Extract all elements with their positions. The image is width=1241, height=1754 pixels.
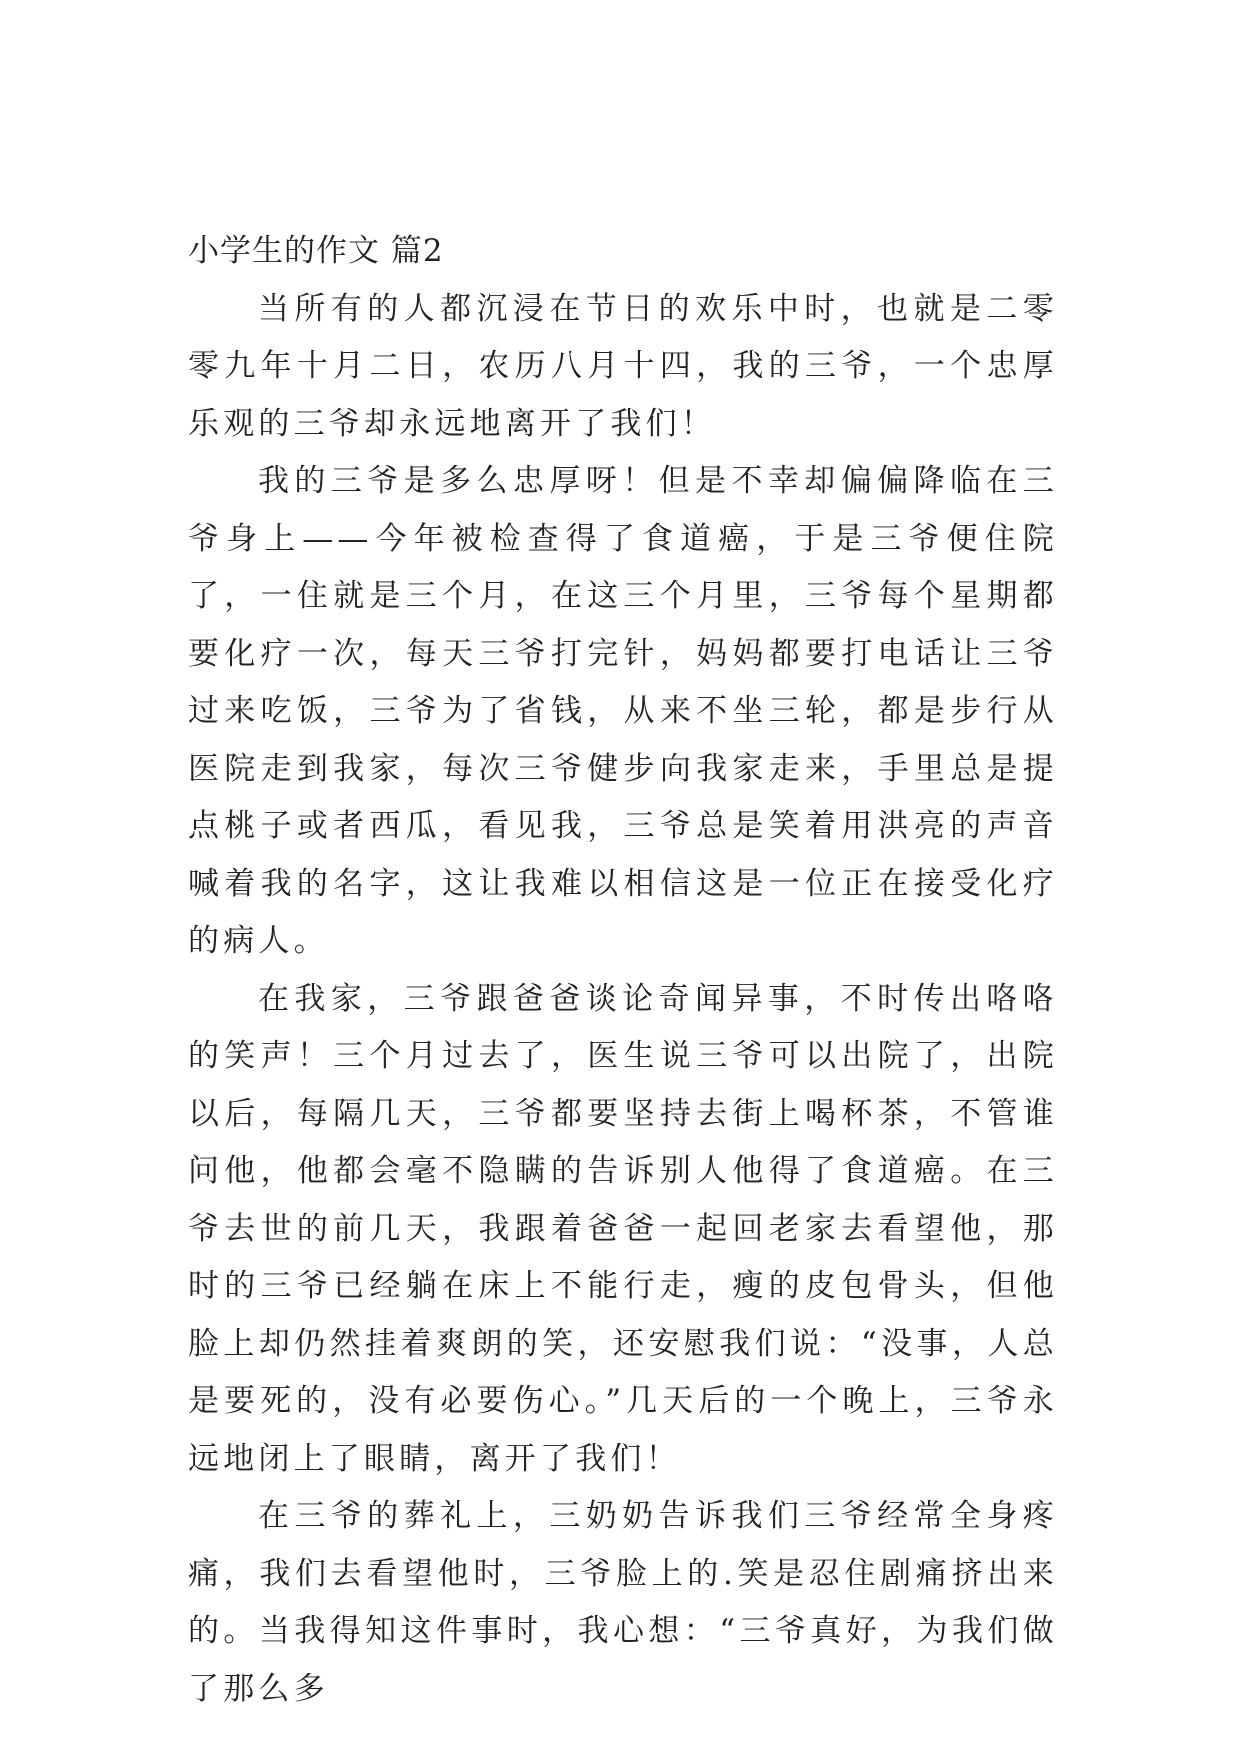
article-title: 小学生的作文 篇2 [188,233,444,269]
article-body [188,223,1058,1718]
paragraph-1: 当所有的人都沉浸在节日的欢乐中时，也就是二零零九年十月二日，农历八月十四，我的三爷，一个忠厚乐观的三爷却永远地离开了我们！ [188,290,1058,442]
paragraph-4: 在三爷的葬礼上，三奶奶告诉我们三爷经常全身疼痛，我们去看望他时，三爷脸上的.笑是忍住剧痛挤出来的。当我得知这件事时，我心想：“三爷真好，为我们做了那么多 [188,1498,1058,1707]
paragraph-2: 我的三爷是多么忠厚呀！但是不幸却偏偏降临在三爷身上——今年被检查得了食道癌，于是三爷便住院了，一住就是三个月，在这三个月里，三爷每个星期都要化疗一次，每天三爷打完针，妈妈都要打电话让三爷过来吃饭，三爷为了省钱，从来不坐三轮，都是步行从医院走到我家，每次三爷健步向我家走来，手里总是提点桃子或者西瓜，看见我，三爷总是笑着用洪亮的声音喊着我的名字，这让我难以相信这是一位正在接受化疗的病人。 [188,463,1058,959]
paragraph-3: 在我家，三爷跟爸爸谈论奇闻异事，不时传出咯咯的笑声！三个月过去了，医生说三爷可以出院了，出院以后，每隔几天，三爷都要坚持去街上喝杯茶，不管谁问他，他都会毫不隐瞒的告诉别人他得了食道癌。在三爷去世的前几天，我跟着爸爸一起回老家去看望他，那时的三爷已经躺在床上不能行走，瘦的皮包骨头，但他脸上却仍然挂着爽朗的笑，还安慰我们说：“没事，人总是要死的，没有必要伤心。”几天后的一个晚上，三爷永远地闭上了眼睛，离开了我们！ [188,980,1058,1477]
